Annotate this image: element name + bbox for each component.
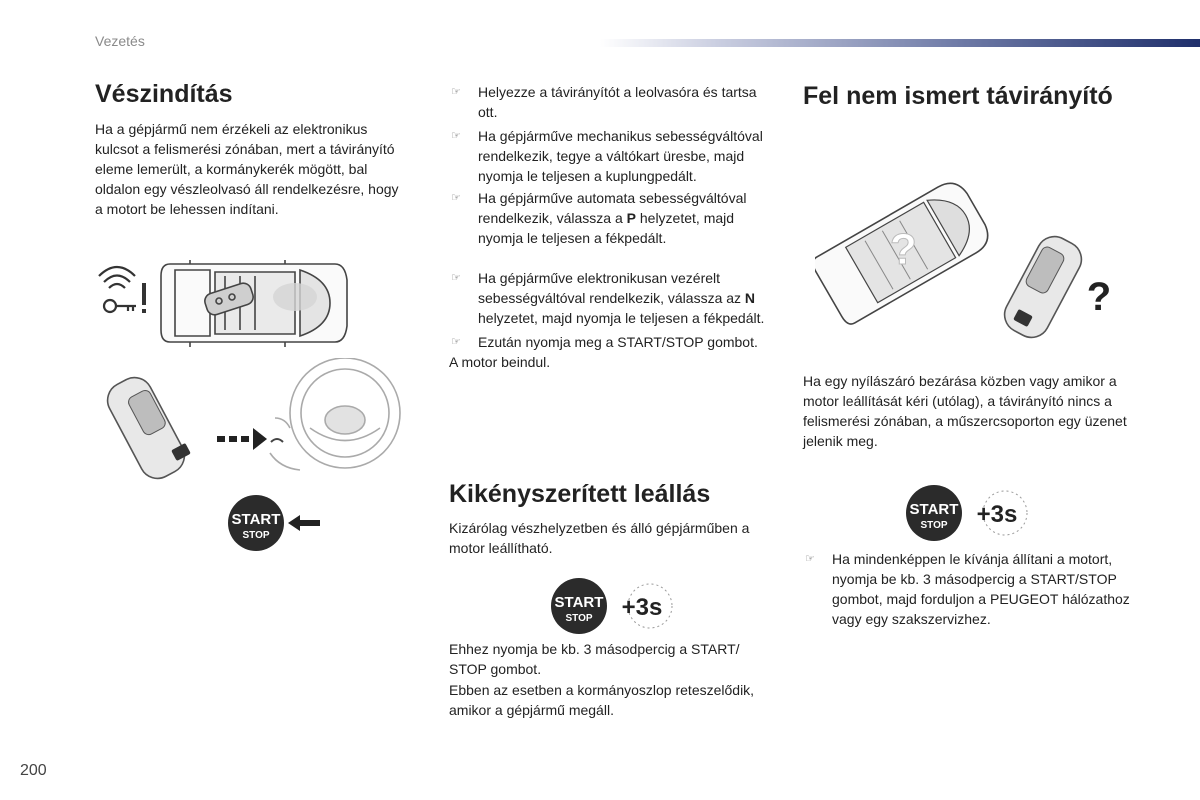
pointing-hand-icon: ☞ xyxy=(451,192,461,204)
step-text: Ha gépjárműve mechanikus sebességváltóval rendelkezik, tegye a váltókart üresbe, majd nyomja le teljesen a kuplungpedált. xyxy=(478,128,763,184)
title-emergency-start: Vészindítás xyxy=(95,80,233,108)
unrecognized-remote-illustration xyxy=(815,160,1125,340)
step-item xyxy=(449,332,779,352)
car-reader-illustration xyxy=(95,250,355,355)
step-text: Ha gépjárműve automata sebességváltóval rendelkezik, válassza a xyxy=(478,190,747,226)
emergency-start-intro: Ha a gépjármű nem érzékeli az elektronikus kulcsot a felismerési zónában, mert a távirányító eleme lemerült, a kormánykerék mögött, bal oldalon egy vészleolvasó áll rendelkezésre, hogy a motort be lehessen indítani. xyxy=(95,121,399,217)
start-label: START xyxy=(554,594,604,611)
stop-label: STOP xyxy=(242,530,270,541)
plus-3s-badge: +3s xyxy=(621,594,663,621)
forced-stop-para-2: Ebben az esetben a kormányoszlop reteszelődik, amikor a gépjármű megáll. xyxy=(449,682,755,718)
plus-3s-badge: +3s xyxy=(976,501,1018,528)
dashed-arrow-icon xyxy=(217,428,267,450)
step-text: Ezután nyomja meg a START/STOP gombot. xyxy=(478,334,758,350)
step-text: Ha mindenképpen le kívánja állítani a motort, nyomja be kb. 3 másodpercig a START/STOP gombot, majd forduljon a PEUGEOT hálózathoz vagy egy szakszervizhez. xyxy=(832,551,1130,627)
stop-label: STOP xyxy=(920,520,948,531)
start-stop-3s-button xyxy=(550,577,680,637)
step-item xyxy=(449,82,779,122)
gear-position-n: N xyxy=(744,290,756,306)
unrecognized-remote-para: Ha egy nyílászáró bezárása közben vagy amikor a motor leállítását kéri (utólag), a távirányító nincs a felismerési zónában, a műszercsoporton egy üzenet jelenik meg. xyxy=(803,373,1127,449)
page-number: 200 xyxy=(20,762,47,779)
step-text: Helyezze a távirányítót a leolvasóra és tartsa ott. xyxy=(478,84,757,120)
step-text: Ha gépjárműve elektronikusan vezérelt sebességváltóval rendelkezik, válassza az xyxy=(478,270,745,306)
forced-stop-intro: Kizárólag vészhelyzetben és álló gépjárműben a motor leállítható. xyxy=(449,520,750,556)
step-text: helyzetet, majd nyomja le teljesen a fékpedált. xyxy=(478,210,735,246)
key-to-reader-illustration xyxy=(105,358,405,488)
title-unrecognized-remote: Fel nem ismert távirányító xyxy=(803,82,1113,110)
step-item xyxy=(449,126,779,186)
step-item xyxy=(803,549,1142,629)
question-mark-icon: ? xyxy=(1086,275,1112,319)
car-question-mark: ? xyxy=(889,225,917,274)
pointing-hand-icon: ☞ xyxy=(451,272,461,284)
key-fob-icon xyxy=(105,371,191,484)
start-stop-3s-button xyxy=(905,484,1035,544)
forced-stop-para-1: Ehhez nyomja be kb. 3 másodpercig a START/ STOP gombot. xyxy=(449,641,740,677)
title-forced-stop: Kikényszerített leállás xyxy=(449,480,711,508)
key-reader-icon xyxy=(99,267,146,313)
start-steps-list xyxy=(449,82,779,372)
car-top-view xyxy=(161,260,347,347)
start-result: A motor beindul. xyxy=(449,354,551,370)
press-arrow-icon xyxy=(288,515,320,531)
gear-position-p: P xyxy=(626,210,636,226)
step-item xyxy=(449,188,779,248)
start-label: START xyxy=(909,501,959,518)
pointing-hand-icon: ☞ xyxy=(451,86,461,98)
key-fob-icon xyxy=(998,230,1087,340)
start-stop-button xyxy=(226,495,326,555)
car-angled-top-view xyxy=(815,176,995,327)
steering-wheel-icon xyxy=(270,358,400,470)
step-text: helyzetet, majd nyomja le teljesen a fékpedált. xyxy=(478,310,765,326)
stop-label: STOP xyxy=(565,613,593,624)
pointing-hand-icon: ☞ xyxy=(451,130,461,142)
start-label: START xyxy=(231,511,281,528)
header-gradient-bar xyxy=(600,39,1200,47)
step-item xyxy=(449,268,779,328)
pointing-hand-icon: ☞ xyxy=(451,336,461,348)
pointing-hand-icon: ☞ xyxy=(805,553,815,565)
section-label: Vezetés xyxy=(95,33,145,49)
